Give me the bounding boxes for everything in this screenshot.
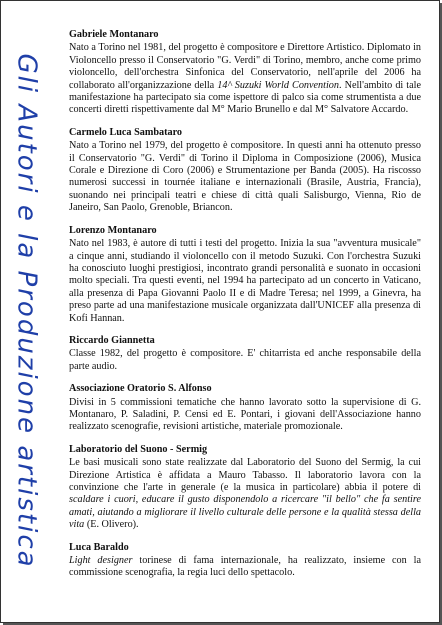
author-name: Laboratorio del Suono - Sermig: [69, 443, 208, 455]
author-bio: [69, 42, 421, 116]
author-section: [69, 383, 421, 434]
author-section: [69, 542, 421, 580]
side-title-text: Gli Autori e la Produzione artistica: [12, 53, 42, 569]
bio-text: . Nell'ambito di tale manifestazione ha partecipato sia come ispettore di palco sia come strumentista a due concerti diretti rispettivamente dal M° Mario Brunello e dal M° Salvatore Accardo.: [69, 79, 421, 116]
author-name: Riccardo Giannetta: [69, 334, 155, 346]
author-bio: [69, 397, 421, 434]
author-bio: [69, 238, 421, 325]
author-name: Gabriele Montanaro: [69, 29, 159, 40]
author-bio: [69, 348, 421, 373]
author-name: Carmelo Luca Sambataro: [69, 126, 182, 138]
bio-text: Le basi musicali sono state realizzate dal Laboratorio del Suono del Sermig, la cui Direzione Artistica è affidata a Mauro Tabasso. Il laboratorio lavora con la convinzione che l'arte in generale (e la musica in particolare) abbia il potere di: [69, 457, 421, 493]
author-bio: [69, 555, 421, 580]
author-section: [69, 225, 421, 325]
author-section: [69, 127, 421, 215]
bio-italic-text: 14^ Suzuki World Convention: [217, 79, 339, 91]
author-name: Lorenzo Montanaro: [69, 224, 157, 236]
bio-italic-text: scaldare i cuori, educare il gusto disponendolo a ricercare "il bello" che fa sentire amati, aiutando a migliorare il livello culturale delle persone e la qualità stessa della vita: [69, 494, 421, 531]
bio-text: Nato nel 1983, è autore di tutti i testi del progetto. Inizia la sua "avventura musicale" a cinque anni, studiando il violoncello con il metodo Suzuki. Con l'orchestra Suzuki ha conosciuto luoghi prestigiosi, incontrato grandi personalità e suonato in occasioni molto speciali. Tra questi eventi, nel 1994 ha partecipato ad un concerto in Vaticano, alla presenza di Papa Giovanni Paolo II e di Madre Teresa; nel 1999, a Ginevra, ha preso parte ad una manifestazione musicale organizzata dall'UNICEF alla presenza di Kofi Hannan.: [69, 238, 421, 324]
bio-italic-text: Light designer: [69, 555, 133, 567]
bio-text: Nato a Torino nel 1981, del progetto è compositore e Direttore Artistico. Diplomato in Violoncello presso il Conservatorio "G. Verdi" di Torino, membro, anche come primo violoncello, dell'orchestra Sinfonica del Conservatorio, nell'aprile del 2006 ha collaborato all'organizzazione della: [69, 42, 421, 91]
author-name: Luca Baraldo: [69, 541, 129, 553]
bio-text: Nato a Torino nel 1979, del progetto è compositore. In questi anni ha ottenuto presso il Conservatorio "G. Verdi" di Torino il Diploma in Composizione (2006), Musica Corale e Direzione di Coro (2006) e Strumentazione per Banda (2005). Ha riscosso numerosi successi in tournée italiane e internazionali (Brasile, Austria, Francia), suonando nei principali teatri e chiese di città quali Salisburgo, Vienna, Rio de Janeiro, San Paolo, Grenoble, Briancon.: [69, 140, 421, 214]
bio-text: Classe 1982, del progetto è compositore. E' chitarrista ed anche responsabile della parte audio.: [69, 348, 421, 372]
bio-text: torinese di fama internazionale, ha realizzato, insieme con la commissione scenografia, la regia luci dello spettacolo.: [69, 555, 421, 579]
bio-text: Divisi in 5 commissioni tematiche che hanno lavorato sotto la supervisione di G. Montanaro, P. Saladini, P. Censi ed E. Pontari, i giovani dell'Associazione hanno realizzato scenografie, revisioni artistiche, materiale promozionale.: [69, 396, 421, 433]
author-name: Associazione Oratorio S. Alfonso: [69, 383, 212, 395]
author-bio: [69, 457, 421, 531]
author-bio: [69, 140, 421, 214]
author-section: [69, 335, 421, 373]
author-section: [69, 444, 421, 532]
authors-list: [69, 29, 421, 590]
author-section: [69, 29, 421, 117]
side-title: [5, 31, 49, 591]
bio-text: (E. Olivero).: [84, 519, 139, 531]
